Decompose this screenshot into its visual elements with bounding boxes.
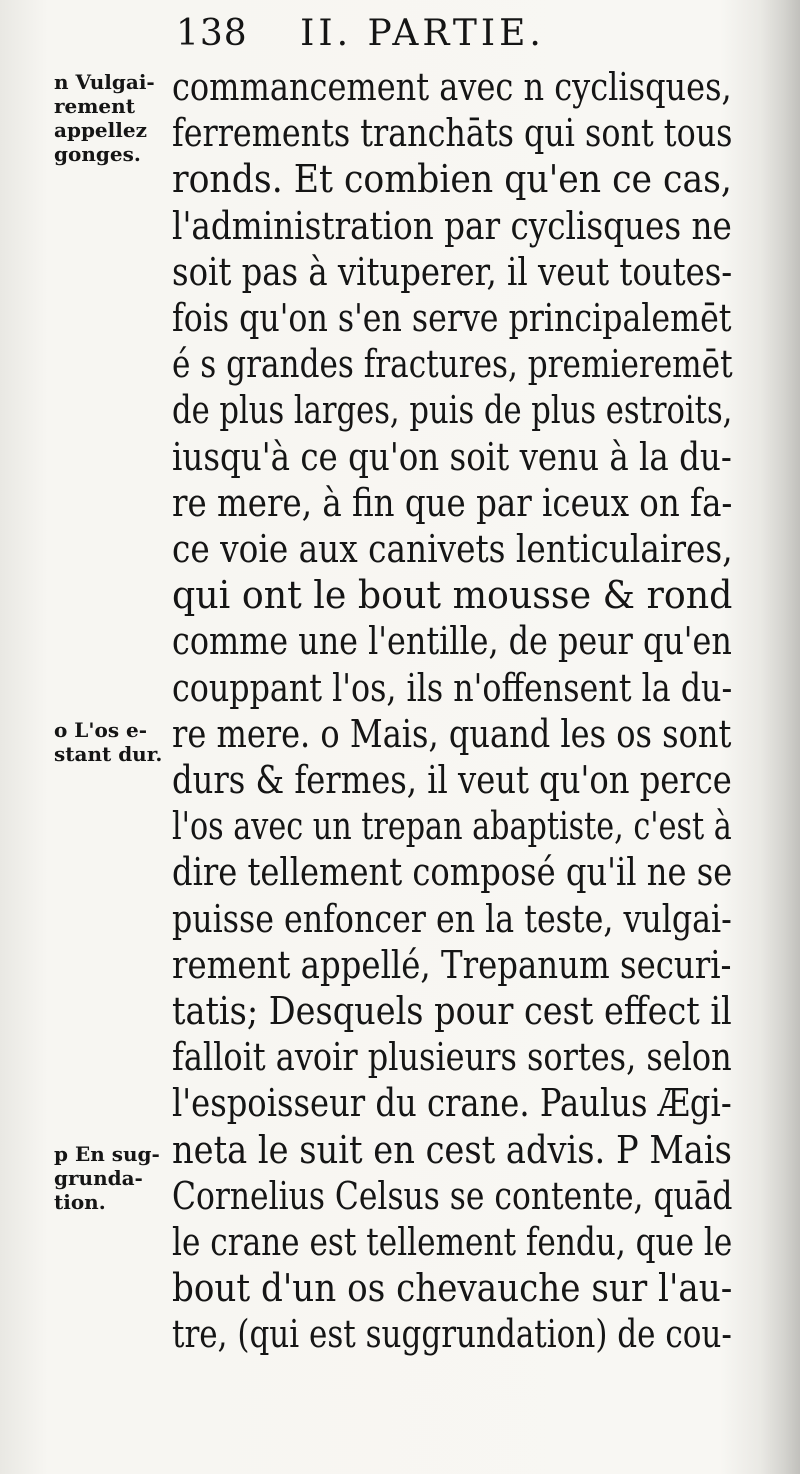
text-line: ferrements tranchāts qui sont tous — [172, 111, 733, 156]
margin-note-los-estant-dur — [54, 718, 174, 766]
text-line: puisse enfoncer en la teste, vulgai- — [172, 896, 732, 941]
text-line: ronds. Et combien qu'en ce cas, — [172, 157, 732, 202]
text-line: le crane est tellement fendu, que le — [172, 1220, 733, 1265]
text-line: iusqu'à ce qu'on soit venu à la du- — [172, 434, 732, 479]
margin-note-line: p En sug- — [54, 1142, 160, 1166]
part-title: II. PARTIE. — [300, 13, 545, 54]
text-line: couppant l'os, ils n'offensent la du- — [172, 665, 733, 710]
text-line: dire tellement composé qu'il ne se — [172, 850, 733, 895]
margin-note-line: gonges. — [54, 142, 141, 166]
margin-note-line: o L'os e- — [54, 718, 148, 742]
page-number: 138 — [176, 13, 248, 54]
text-line: re mere. o Mais, quand les os sont — [172, 711, 732, 756]
body-text — [172, 64, 742, 1358]
text-line: soit pas à vituperer, il veut toutes- — [172, 249, 733, 294]
text-line: Cornelius Celsus se contente, quād — [172, 1173, 733, 1218]
text-line: de plus larges, puis de plus estroits, — [172, 388, 733, 433]
margin-note-line: tion. — [54, 1190, 106, 1214]
text-line: l'espoisseur du crane. Paulus Ægi- — [172, 1081, 732, 1126]
text-line: neta le suit en cest advis. P Mais — [172, 1127, 732, 1172]
margin-note-line: appellez — [54, 118, 147, 142]
text-line: fois qu'on s'en serve principalemēt — [172, 296, 732, 341]
margin-note-line: stant dur. — [54, 742, 163, 766]
margin-note-line: grunda- — [54, 1166, 143, 1190]
text-line: l'administration par cyclisques ne — [172, 203, 732, 248]
text-line: é s grandes fractures, premieremēt — [172, 342, 733, 387]
text-line: tatis; Desquels pour cest effect il — [172, 989, 732, 1034]
text-line: l'os avec un trepan abaptiste, c'est à — [172, 804, 732, 849]
text-line: durs & fermes, il veut qu'on perce — [172, 758, 732, 803]
page-gutter-shadow — [760, 0, 800, 1474]
running-header — [176, 14, 545, 54]
text-line: comme une l'entille, de peur qu'en — [172, 619, 732, 664]
text-line: qui ont le bout mousse & rond — [172, 573, 733, 618]
text-line: re mere, à fin que par iceux on fa- — [172, 480, 733, 525]
text-line: falloit avoir plusieurs sortes, selon — [172, 1035, 732, 1080]
text-line: tre, (qui est suggrundation) de cou- — [172, 1312, 732, 1357]
text-line: ce voie aux canivets lenticulaires, — [172, 527, 733, 572]
text-line: commancement avec n cyclisques, — [172, 65, 732, 109]
text-line: bout d'un os chevauche sur l'au- — [172, 1266, 733, 1311]
margin-note-suggrundation — [54, 1142, 174, 1214]
margin-note-line: n Vulgai- — [54, 70, 155, 94]
text-line: rement appellé, Trepanum securi- — [172, 942, 732, 987]
margin-note-line: rement — [54, 94, 135, 118]
margin-note-vulgairement — [54, 70, 174, 166]
